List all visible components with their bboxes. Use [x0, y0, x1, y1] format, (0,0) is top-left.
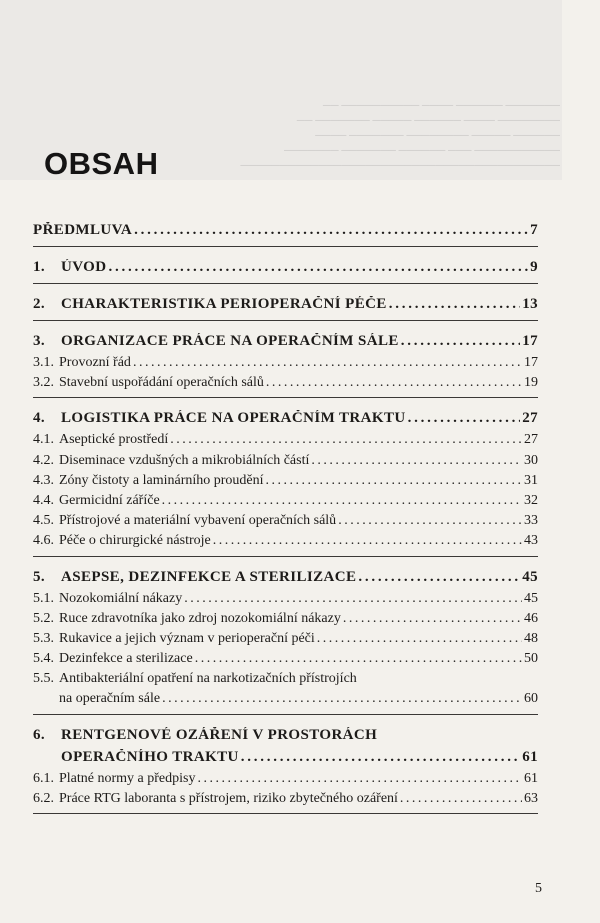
dot-leader — [170, 432, 522, 448]
toc-entry-page: 27 — [524, 432, 538, 448]
dot-leader — [197, 771, 522, 787]
toc-entry-title: na operačním sále — [59, 691, 161, 707]
toc-entry-number: 3.2. — [33, 375, 54, 391]
dot-leader — [401, 333, 520, 350]
toc-entry-page: 45 — [522, 568, 538, 585]
toc-entry-page: 45 — [524, 590, 538, 606]
toc-entry — [33, 410, 538, 432]
toc-entry — [33, 375, 538, 395]
toc-entry-title: Provozní řád — [59, 355, 131, 370]
dot-leader — [241, 749, 520, 766]
dot-leader — [162, 691, 522, 707]
toc-entry-page: 13 — [522, 296, 538, 312]
toc-entry-page: 9 — [530, 259, 538, 275]
toc-entry-title: Antibakteriální opatření na narkotizačních přístrojích — [59, 671, 357, 687]
toc-entry-number: 5.3. — [33, 630, 54, 646]
toc-entry-number: 5.1. — [33, 590, 54, 606]
toc-entry — [33, 671, 538, 691]
toc-entry-number: 4.3. — [33, 472, 54, 488]
toc-entry-number: 4.6. — [33, 533, 54, 549]
dot-leader — [266, 375, 522, 391]
dot-leader — [213, 533, 522, 549]
toc-section — [33, 333, 538, 398]
toc-entry-number: 4.1. — [33, 432, 54, 448]
toc-entry-page: 30 — [524, 452, 538, 468]
toc-entry-page: 61 — [522, 748, 538, 765]
toc-entry — [33, 493, 538, 513]
toc-entry-title: Aseptické prostředí — [59, 432, 169, 448]
toc-entry-title: Péče o chirurgické nástroje — [59, 533, 211, 549]
toc-entry-title: Práce RTG laboranta s přístrojem, riziko zbytečného ozáření — [59, 790, 398, 806]
show-through-text: ───────────────────────────────────────── ─────────── ─── ────── ─────── ─────── ────── ───── ──────── ─────── ──── ──────── ──── ────── ───── ─────── ── ─────── ────── ──── ────────── ── — [240, 99, 560, 171]
dot-leader — [400, 791, 522, 807]
toc-entry-number: 4.2. — [33, 452, 54, 468]
toc-entry-title: Platné normy a předpisy — [59, 770, 196, 786]
toc-entry-page: 19 — [524, 375, 538, 391]
toc-section — [33, 296, 538, 321]
toc-entry-page: 43 — [524, 533, 538, 549]
toc-entry — [33, 432, 538, 452]
toc-entry-number: 5.4. — [33, 651, 54, 667]
dot-leader — [311, 453, 522, 469]
toc-entry-page: 27 — [522, 410, 538, 427]
toc-entry-page: 50 — [524, 651, 538, 667]
toc-entry-number: 4. — [33, 410, 46, 427]
dot-leader — [133, 355, 522, 371]
toc-entry — [33, 473, 538, 493]
toc-entry-title: ÚVOD — [61, 259, 107, 275]
toc-entry-title: CHARAKTERISTIKA PERIOPERAČNÍ PÉČE — [61, 296, 387, 312]
toc-entry — [33, 333, 538, 355]
toc-entry-page: 63 — [524, 790, 538, 806]
page-title: OBSAH — [44, 146, 159, 181]
toc-entry-number: 4.5. — [33, 513, 54, 529]
toc-entry-number: 5.2. — [33, 610, 54, 626]
toc-entry-title: Germicidní záříče — [59, 492, 160, 508]
toc-entry — [33, 691, 538, 711]
dot-leader — [195, 651, 522, 667]
toc-entry-number: 1. — [33, 259, 46, 275]
toc-entry-title: Dezinfekce a sterilizace — [59, 651, 193, 667]
dot-leader — [266, 473, 522, 489]
toc-entry-number: 6. — [33, 726, 46, 743]
toc-entry-title: Diseminace vzdušných a mikrobiálních částí — [59, 452, 310, 468]
toc-entry-title: PŘEDMLUVA — [33, 222, 133, 238]
dot-leader — [338, 513, 522, 529]
dot-leader — [358, 569, 520, 586]
toc-entry — [33, 651, 538, 671]
toc-entry-page: 33 — [524, 513, 538, 529]
toc-entry — [33, 791, 538, 811]
toc-entry-number: 6.1. — [33, 770, 54, 786]
toc-entry-title: LOGISTIKA PRÁCE NA OPERAČNÍM TRAKTU — [61, 410, 406, 427]
toc-entry — [33, 611, 538, 631]
toc-entry-title: Stavební uspořádání operačních sálů — [59, 375, 264, 391]
toc-section — [33, 727, 538, 814]
toc-entry-number: 5. — [33, 568, 46, 585]
toc-entry-title: Zóny čistoty a laminárního proudění — [59, 472, 264, 488]
toc-entry-page: 17 — [522, 333, 538, 349]
dot-leader — [389, 296, 520, 313]
toc-entry — [33, 631, 538, 651]
toc-entry — [33, 453, 538, 473]
toc-entry-title: Ruce zdravotníka jako zdroj nozokomiální nákazy — [59, 610, 341, 626]
dot-leader — [162, 493, 522, 509]
toc-entry-title: RENTGENOVÉ OZÁŘENÍ V PROSTORÁCH — [61, 726, 378, 743]
toc-entry-title: ORGANIZACE PRÁCE NA OPERAČNÍM SÁLE — [61, 333, 399, 349]
toc-entry-title: Rukavice a jejich význam v perioperační péči — [59, 630, 315, 646]
dot-leader — [408, 410, 521, 427]
toc-entry — [33, 591, 538, 611]
toc-entry-number: 3.1. — [33, 355, 54, 370]
toc-entry-number: 2. — [33, 296, 46, 312]
toc-entry-page: 32 — [524, 492, 538, 508]
toc-entry-title: Přístrojové a materiální vybavení operačních sálů — [59, 513, 337, 529]
toc-entry-number: 3. — [33, 333, 46, 349]
toc-entry — [33, 296, 538, 318]
toc-entry-number: 6.2. — [33, 790, 54, 806]
toc-entry-page: 7 — [530, 222, 538, 238]
dot-leader — [108, 259, 528, 276]
toc-entry-title: Nozokomiální nákazy — [59, 590, 183, 606]
toc-entry-page: 61 — [524, 770, 538, 786]
dot-leader — [317, 631, 522, 647]
toc-entry-number: 4.4. — [33, 492, 54, 508]
toc-entry — [33, 222, 538, 244]
dot-leader — [343, 611, 522, 627]
page-number: 5 — [535, 881, 542, 896]
toc-section — [33, 259, 538, 284]
table-of-contents — [33, 222, 538, 826]
toc-entry-page: 31 — [524, 472, 538, 488]
toc-entry-page: 17 — [524, 355, 538, 370]
dot-leader — [134, 222, 528, 239]
toc-section — [33, 410, 538, 556]
toc-entry — [33, 533, 538, 553]
toc-entry-page: 60 — [524, 691, 538, 707]
toc-entry-number: 5.5. — [33, 671, 54, 687]
toc-entry-title: OPERAČNÍHO TRAKTU — [61, 748, 239, 765]
toc-entry — [33, 727, 538, 749]
toc-entry — [33, 569, 538, 591]
toc-entry — [33, 513, 538, 533]
dot-leader — [184, 591, 522, 607]
toc-entry-title: ASEPSE, DEZINFEKCE A STERILIZACE — [61, 568, 357, 585]
toc-entry — [33, 771, 538, 791]
toc-entry — [33, 259, 538, 281]
toc-entry — [33, 355, 538, 375]
toc-entry — [33, 749, 538, 771]
toc-entry-page: 48 — [524, 630, 538, 646]
toc-section — [33, 569, 538, 715]
toc-section — [33, 222, 538, 247]
toc-entry-page: 46 — [524, 610, 538, 626]
